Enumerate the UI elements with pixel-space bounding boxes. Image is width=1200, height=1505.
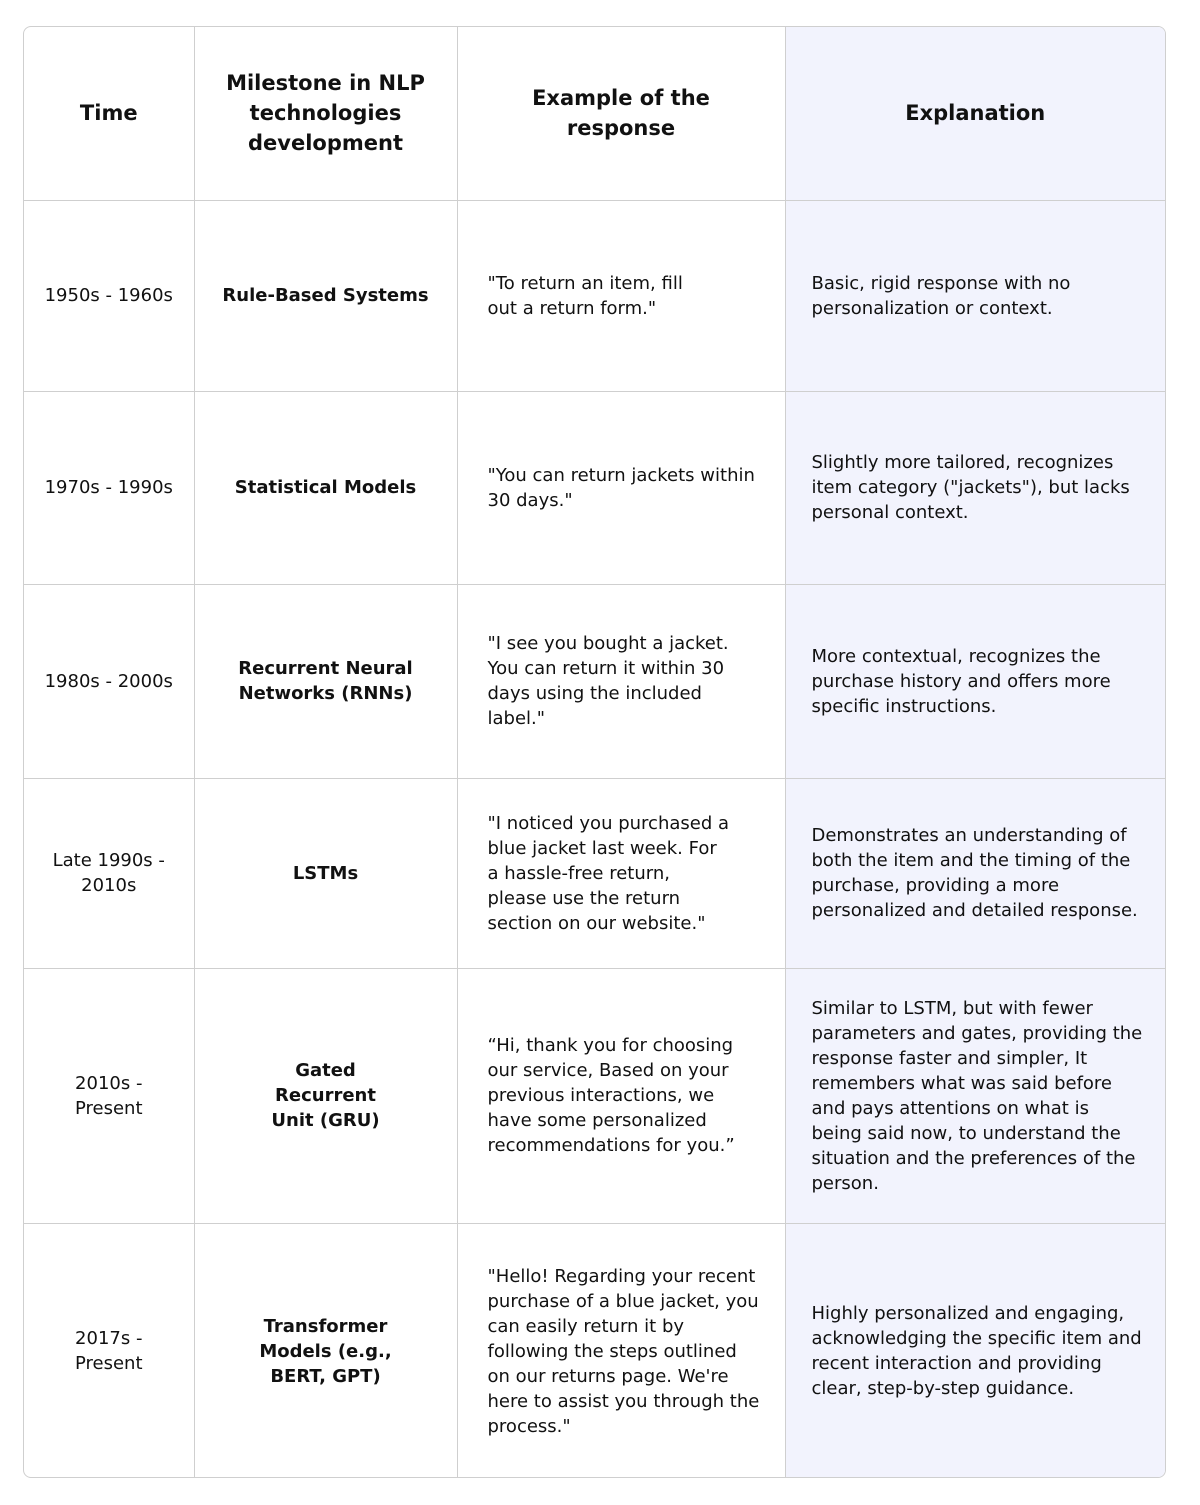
milestone-text: Gated Recurrent Unit (GRU): [271, 1060, 380, 1131]
cell-time: 1980s - 2000s: [24, 584, 194, 778]
cell-explanation: Similar to LSTM, but with fewer parameters and gates, providing the response faster and simpler, It remembers what was said before and pays attentions on what is being said now, to understand the situation and the preferences of the person.: [785, 968, 1165, 1223]
time-text: Late 1990s - 2010s: [52, 850, 165, 896]
cell-milestone: Statistical Models: [194, 391, 457, 584]
example-text: "To return an item, fill out a return form.": [487, 272, 683, 319]
header-time: Time: [24, 27, 194, 200]
milestone-text: Transformer Models (e.g., BERT, GPT): [259, 1315, 392, 1387]
cell-milestone: Recurrent Neural Networks (RNNs): [194, 584, 457, 778]
cell-example: [457, 778, 785, 968]
header-example: Example of the response: [457, 27, 785, 200]
nlp-milestones-table-container: [23, 26, 1166, 1478]
cell-milestone: LSTMs: [194, 778, 457, 968]
table-header-row: [24, 27, 1165, 200]
table-row: [24, 1223, 1165, 1478]
cell-milestone: Rule-Based Systems: [194, 200, 457, 391]
cell-explanation: Basic, rigid response with no personalization or context.: [785, 200, 1165, 391]
nlp-milestones-table: [24, 27, 1165, 1478]
table-row: [24, 391, 1165, 584]
cell-time: 1970s - 1990s: [24, 391, 194, 584]
cell-example: [457, 200, 785, 391]
cell-milestone: [194, 968, 457, 1223]
table-row: [24, 584, 1165, 778]
time-text: 2010s - Present: [74, 1072, 143, 1119]
table-row: [24, 200, 1165, 391]
table-row: [24, 968, 1165, 1223]
cell-explanation: Demonstrates an understanding of both the item and the timing of the purchase, providing a more personalized and detailed response.: [785, 778, 1165, 968]
header-explanation: Explanation: [785, 27, 1165, 200]
example-text: "I noticed you purchased a blue jacket last week. For a hassle-free return, please use the return section on our website.": [487, 812, 730, 934]
cell-example: "I see you bought a jacket. You can return it within 30 days using the included label.": [457, 584, 785, 778]
cell-example: "You can return jackets within 30 days.": [457, 391, 785, 584]
cell-time: [24, 968, 194, 1223]
cell-milestone: [194, 1223, 457, 1478]
cell-time: 1950s - 1960s: [24, 200, 194, 391]
time-text: 2017s - Present: [74, 1328, 143, 1375]
cell-time: [24, 1223, 194, 1478]
cell-explanation: Highly personalized and engaging, acknowledging the specific item and recent interaction and providing clear, step-by-step guidance.: [785, 1223, 1165, 1478]
cell-explanation: Slightly more tailored, recognizes item category ("jackets"), but lacks personal context.: [785, 391, 1165, 584]
cell-time: [24, 778, 194, 968]
table-row: [24, 778, 1165, 968]
header-milestone: Milestone in NLP technologies development: [194, 27, 457, 200]
cell-example: "Hello! Regarding your recent purchase of a blue jacket, you can easily return it by following the steps outlined on our returns page. We're here to assist you through the process.": [457, 1223, 785, 1478]
cell-example: “Hi, thank you for choosing our service, Based on your previous interactions, we have some personalized recommendations for you.”: [457, 968, 785, 1223]
cell-explanation: More contextual, recognizes the purchase history and offers more specific instructions.: [785, 584, 1165, 778]
